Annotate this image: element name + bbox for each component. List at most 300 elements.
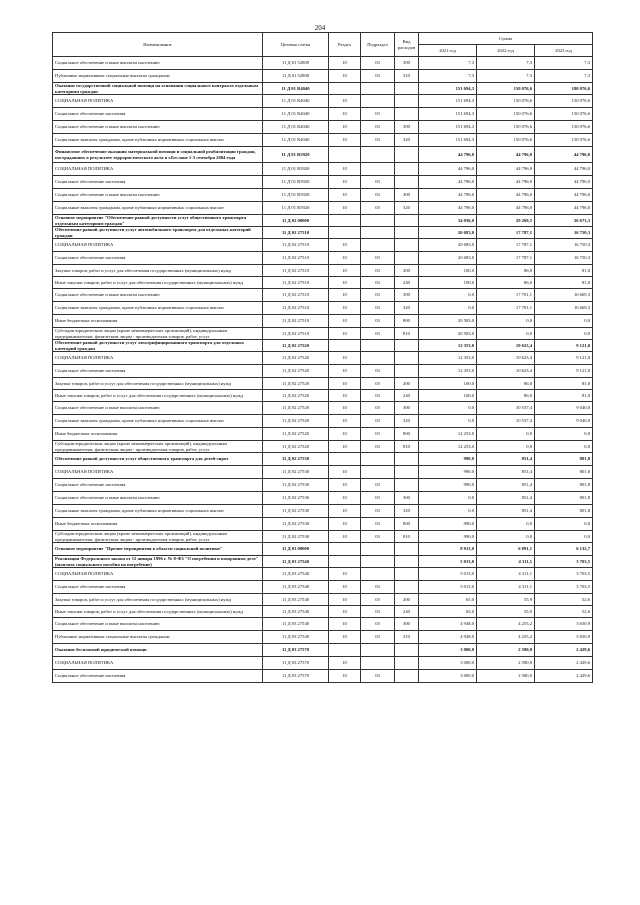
row-subsection: 03	[361, 189, 395, 202]
row-section: 10	[329, 428, 361, 441]
row-value-2021: 44 796,0	[419, 176, 477, 189]
row-expense-type	[395, 657, 419, 670]
row-value-2021: 12 353,0	[419, 365, 477, 378]
row-section: 10	[329, 518, 361, 531]
row-code: 11 Д 02 27530	[263, 505, 329, 518]
row-section: 10	[329, 402, 361, 415]
row-subsection: 03	[361, 108, 395, 121]
row-value-2023: 801,8	[535, 505, 593, 518]
table-row	[53, 189, 593, 202]
row-value-2023: 801,8	[535, 492, 593, 505]
row-value-2022: 4 255,2	[477, 618, 535, 631]
table-row	[53, 518, 593, 531]
row-name: Оказание государственной социальной помощи на основании социального контракта отдельным категориям граждан	[53, 83, 263, 95]
table-row	[53, 670, 593, 683]
row-value-2022: 851,4	[477, 466, 535, 479]
row-code: 11 Д 03 27540	[263, 631, 329, 644]
row-section: 10	[329, 289, 361, 302]
row-section: 10	[329, 95, 361, 108]
row-value-2023: 3 650,9	[535, 631, 593, 644]
row-value-2021: 20 583,0	[419, 315, 477, 328]
row-code: 11 Д 03 27540	[263, 568, 329, 581]
row-value-2023: 16 669,3	[535, 289, 593, 302]
row-value-2021: 65,0	[419, 606, 477, 618]
row-name: Социальное обеспечение и иные выплаты населению	[53, 289, 263, 302]
table-row	[53, 289, 593, 302]
row-section: 10	[329, 121, 361, 134]
row-section: 10	[329, 163, 361, 176]
row-section	[329, 543, 361, 556]
row-value-2021: 151 694,3	[419, 95, 477, 108]
row-name: Публичные нормативные социальные выплаты гражданам	[53, 70, 263, 83]
row-expense-type	[395, 252, 419, 265]
row-section: 10	[329, 466, 361, 479]
row-code: 11 Д 03 27540	[263, 594, 329, 606]
row-section: 10	[329, 415, 361, 428]
row-expense-type	[395, 453, 419, 466]
row-value-2023: 150 076,6	[535, 95, 593, 108]
row-value-2023: 3 650,9	[535, 618, 593, 631]
row-expense-type	[395, 176, 419, 189]
row-value-2023: 81,0	[535, 378, 593, 390]
row-value-2022: 851,4	[477, 492, 535, 505]
row-value-2023: 16 750,3	[535, 227, 593, 239]
row-value-2023: 44 796,0	[535, 176, 593, 189]
row-name: Основное мероприятие "Обеспечение равной доступности услуг общественного транспорта отдельным категориям граждан"	[53, 215, 263, 227]
table-row	[53, 215, 593, 227]
row-subsection: 03	[361, 505, 395, 518]
row-value-2023: 801,8	[535, 453, 593, 466]
row-expense-type: 300	[395, 402, 419, 415]
row-value-2021: 20 583,0	[419, 328, 477, 340]
row-subsection	[361, 340, 395, 352]
row-value-2023: 52,6	[535, 606, 593, 618]
header-sum: Сумма	[419, 33, 593, 45]
row-code: 11 Д 01 52800	[263, 70, 329, 83]
table-row	[53, 492, 593, 505]
row-value-2021: 34 036,0	[419, 215, 477, 227]
row-subsection	[361, 215, 395, 227]
row-subsection	[361, 227, 395, 239]
row-value-2021: 0,0	[419, 289, 477, 302]
row-value-2021: 990,0	[419, 466, 477, 479]
row-subsection	[361, 644, 395, 657]
row-value-2021: 4 948,0	[419, 618, 477, 631]
row-code: 11 Д 01 R4040	[263, 83, 329, 95]
table-row	[53, 428, 593, 441]
row-section: 10	[329, 441, 361, 453]
row-value-2023: 26 673,3	[535, 215, 593, 227]
row-code: 11 Д 01 R5920	[263, 163, 329, 176]
table-row	[53, 390, 593, 402]
table-row	[53, 202, 593, 215]
row-subsection: 03	[361, 378, 395, 390]
row-value-2023: 16 750,3	[535, 239, 593, 252]
row-value-2023: 0,0	[535, 518, 593, 531]
row-code: 11 Д 01 52800	[263, 57, 329, 70]
row-value-2021: 0,0	[419, 505, 477, 518]
row-name: Обеспечение равной доступности услуг автомобильного транспорта для отдельных категорий граждан	[53, 227, 263, 239]
table-row	[53, 531, 593, 543]
row-name: СОЦИАЛЬНАЯ ПОЛИТИКА	[53, 239, 263, 252]
row-value-2022: 0,0	[477, 328, 535, 340]
row-expense-type	[395, 215, 419, 227]
row-value-2021: 44 796,0	[419, 163, 477, 176]
row-code: 11 Д 02 27530	[263, 466, 329, 479]
row-section	[329, 215, 361, 227]
row-name: СОЦИАЛЬНАЯ ПОЛИТИКА	[53, 95, 263, 108]
table-row	[53, 415, 593, 428]
row-code: 11 Д 03 27570	[263, 670, 329, 683]
row-code: 11 Д 01 R5920	[263, 202, 329, 215]
table-row	[53, 252, 593, 265]
row-section: 10	[329, 531, 361, 543]
row-name: Социальное обеспечение и иные выплаты населению	[53, 189, 263, 202]
row-name: Социальное обеспечение населения	[53, 365, 263, 378]
row-value-2021: 5 013,0	[419, 568, 477, 581]
row-code: 11 Д 02 00000	[263, 215, 329, 227]
row-section: 10	[329, 505, 361, 518]
row-value-2021: 990,0	[419, 453, 477, 466]
row-subsection: 03	[361, 328, 395, 340]
row-section: 10	[329, 134, 361, 147]
table-row	[53, 239, 593, 252]
row-subsection	[361, 453, 395, 466]
row-value-2022: 17 787,1	[477, 227, 535, 239]
row-section: 10	[329, 606, 361, 618]
row-subsection: 03	[361, 479, 395, 492]
header-year-2021: 2021 год	[419, 45, 477, 57]
row-value-2023: 3 703,5	[535, 556, 593, 568]
page-number: 204	[314, 24, 326, 32]
row-name: Социальные выплаты гражданам, кроме публичных нормативных социальных выплат	[53, 302, 263, 315]
row-value-2023: 801,8	[535, 466, 593, 479]
row-value-2021: 100,0	[419, 378, 477, 390]
row-name: Иные бюджетные ассигнования	[53, 315, 263, 328]
table-row	[53, 315, 593, 328]
row-code: 11 Д 02 27520	[263, 340, 329, 352]
row-name: СОЦИАЛЬНАЯ ПОЛИТИКА	[53, 568, 263, 581]
row-subsection: 03	[361, 390, 395, 402]
row-expense-type: 310	[395, 70, 419, 83]
row-subsection	[361, 543, 395, 556]
row-value-2023: 180 076,6	[535, 83, 593, 95]
row-subsection: 03	[361, 670, 395, 683]
row-value-2022: 55,9	[477, 594, 535, 606]
row-expense-type: 810	[395, 531, 419, 543]
row-subsection	[361, 466, 395, 479]
row-code: 11 Д 02 27530	[263, 453, 329, 466]
row-subsection: 03	[361, 134, 395, 147]
row-expense-type	[395, 163, 419, 176]
table-row	[53, 543, 593, 556]
row-value-2021: 20 683,0	[419, 239, 477, 252]
row-expense-type	[395, 147, 419, 163]
row-code: 11 Д 01 R4040	[263, 121, 329, 134]
row-subsection: 03	[361, 492, 395, 505]
row-value-2023: 44 796,0	[535, 147, 593, 163]
row-subsection	[361, 657, 395, 670]
row-subsection: 03	[361, 531, 395, 543]
row-section: 10	[329, 57, 361, 70]
row-subsection	[361, 163, 395, 176]
row-value-2022: 44 796,0	[477, 176, 535, 189]
row-section: 10	[329, 378, 361, 390]
row-value-2022: 851,4	[477, 505, 535, 518]
table-body	[53, 57, 593, 683]
row-subsection: 03	[361, 581, 395, 594]
row-subsection: 03	[361, 277, 395, 289]
row-value-2021: 44 796,0	[419, 147, 477, 163]
row-value-2022: 0,0	[477, 531, 535, 543]
row-value-2022: 0,0	[477, 518, 535, 531]
row-subsection	[361, 352, 395, 365]
row-code: 11 Д 02 27520	[263, 365, 329, 378]
row-expense-type	[395, 543, 419, 556]
row-name: Реализация Федерального закона от 12 января 1996 г. № 8-ФЗ "О погребении и похоронном деле" (выплата социального пособия на погребение)	[53, 556, 263, 568]
row-code: 11 Д 01 R5920	[263, 176, 329, 189]
row-subsection: 03	[361, 606, 395, 618]
row-name: Субсидии юридическим лицам (кроме некоммерческих организаций), индивидуальным предпринимателям, физическим лицам - производителям товаров, работ, услуг	[53, 441, 263, 453]
row-value-2022: 10 623,4	[477, 365, 535, 378]
row-section: 10	[329, 252, 361, 265]
row-value-2021: 0,0	[419, 415, 477, 428]
row-subsection: 03	[361, 631, 395, 644]
row-value-2022: 7,3	[477, 70, 535, 83]
row-name: Социальное обеспечение населения	[53, 176, 263, 189]
row-name: Иные бюджетные ассигнования	[53, 518, 263, 531]
row-expense-type: 320	[395, 134, 419, 147]
table-row	[53, 134, 593, 147]
row-value-2022: 851,4	[477, 453, 535, 466]
row-code: 11 Д 01 R4040	[263, 95, 329, 108]
row-value-2021: 20 683,0	[419, 252, 477, 265]
row-expense-type	[395, 239, 419, 252]
row-value-2022: 4 311,1	[477, 581, 535, 594]
row-name: СОЦИАЛЬНАЯ ПОЛИТИКА	[53, 466, 263, 479]
table-row	[53, 352, 593, 365]
row-code: 11 Д 03 00000	[263, 543, 329, 556]
row-code: 11 Д 02 27510	[263, 252, 329, 265]
row-value-2021: 44 796,0	[419, 202, 477, 215]
row-expense-type: 310	[395, 631, 419, 644]
row-value-2021: 65,0	[419, 594, 477, 606]
table-row	[53, 466, 593, 479]
row-value-2021: 0,0	[419, 402, 477, 415]
row-value-2021: 100,0	[419, 265, 477, 277]
row-name: Обеспечение равной доступности услуг общественного транспорта для детей-сирот	[53, 453, 263, 466]
row-value-2022: 150 076,6	[477, 83, 535, 95]
row-expense-type: 300	[395, 492, 419, 505]
table-row	[53, 606, 593, 618]
row-expense-type: 320	[395, 415, 419, 428]
row-expense-type	[395, 556, 419, 568]
row-value-2023: 7,3	[535, 57, 593, 70]
row-expense-type	[395, 644, 419, 657]
row-value-2023: 0,0	[535, 441, 593, 453]
row-value-2023: 3 703,5	[535, 581, 593, 594]
row-section: 10	[329, 239, 361, 252]
row-section	[329, 340, 361, 352]
row-name: Социальное обеспечение населения	[53, 479, 263, 492]
row-value-2023: 16 750,3	[535, 252, 593, 265]
table-row	[53, 378, 593, 390]
row-value-2023: 9 121,0	[535, 352, 593, 365]
table-row	[53, 568, 593, 581]
row-expense-type: 320	[395, 505, 419, 518]
row-section: 10	[329, 189, 361, 202]
row-value-2023: 0,0	[535, 428, 593, 441]
row-expense-type: 300	[395, 289, 419, 302]
row-value-2023: 44 796,0	[535, 163, 593, 176]
row-value-2022: 150 076,6	[477, 108, 535, 121]
row-value-2022: 4 311,1	[477, 556, 535, 568]
row-value-2021: 0,0	[419, 492, 477, 505]
row-section: 10	[329, 202, 361, 215]
header-year-2022: 2022 год	[477, 45, 535, 57]
row-section: 10	[329, 176, 361, 189]
row-section	[329, 227, 361, 239]
row-value-2021: 990,0	[419, 479, 477, 492]
row-value-2021: 990,0	[419, 518, 477, 531]
row-value-2021: 7,3	[419, 57, 477, 70]
row-code: 11 Д 02 27510	[263, 328, 329, 340]
row-name: Социальное обеспечение и иные выплаты населению	[53, 618, 263, 631]
row-name: Субсидии юридическим лицам (кроме некоммерческих организаций), индивидуальным предпринимателям, физическим лицам - производителям товаров, работ, услуг	[53, 328, 263, 340]
row-value-2023: 7,3	[535, 70, 593, 83]
row-value-2022: 55,9	[477, 606, 535, 618]
row-value-2022: 0,0	[477, 315, 535, 328]
row-value-2022: 10 623,4	[477, 340, 535, 352]
header-code: Целевая статья	[263, 33, 329, 57]
row-section: 10	[329, 277, 361, 289]
row-value-2021: 151 694,3	[419, 134, 477, 147]
row-code: 11 Д 01 R5920	[263, 189, 329, 202]
row-value-2022: 150 076,6	[477, 134, 535, 147]
row-expense-type: 800	[395, 428, 419, 441]
row-code: 11 Д 02 27510	[263, 302, 329, 315]
row-expense-type: 320	[395, 302, 419, 315]
row-value-2021: 151 694,3	[419, 83, 477, 95]
row-subsection: 03	[361, 315, 395, 328]
row-name: Публичные нормативные социальные выплаты гражданам	[53, 631, 263, 644]
row-value-2021: 4 948,0	[419, 631, 477, 644]
row-code: 11 Д 03 27540	[263, 606, 329, 618]
row-name: Иные закупки товаров, работ и услуг для обеспечения государственных (муниципальных) нужд	[53, 390, 263, 402]
row-subsection: 03	[361, 265, 395, 277]
row-expense-type	[395, 340, 419, 352]
row-subsection: 03	[361, 70, 395, 83]
row-value-2022: 7,3	[477, 57, 535, 70]
header-year-2023: 2023 год	[535, 45, 593, 57]
row-value-2021: 990,0	[419, 531, 477, 543]
row-expense-type	[395, 568, 419, 581]
row-name: Закупка товаров, работ и услуг для обеспечения государственных (муниципальных) нужд	[53, 378, 263, 390]
header-expense-type: Вид расходов	[395, 33, 419, 57]
row-expense-type	[395, 352, 419, 365]
row-section	[329, 644, 361, 657]
row-code: 11 Д 02 27510	[263, 239, 329, 252]
row-section	[329, 83, 361, 95]
table-row	[53, 657, 593, 670]
row-value-2022: 6 891,1	[477, 543, 535, 556]
row-value-2023: 16 669,3	[535, 302, 593, 315]
row-value-2022: 29 269,5	[477, 215, 535, 227]
row-name: Социальное обеспечение населения	[53, 108, 263, 121]
row-section: 10	[329, 594, 361, 606]
row-value-2022: 4 311,1	[477, 568, 535, 581]
row-value-2023: 81,0	[535, 265, 593, 277]
row-subsection	[361, 147, 395, 163]
row-value-2022: 44 796,0	[477, 147, 535, 163]
row-value-2021: 12 353,0	[419, 340, 477, 352]
table-row	[53, 365, 593, 378]
row-expense-type: 240	[395, 606, 419, 618]
table-row	[53, 265, 593, 277]
table-row	[53, 147, 593, 163]
row-expense-type: 300	[395, 121, 419, 134]
row-name: Иные закупки товаров, работ и услуг для обеспечения государственных (муниципальных) нужд	[53, 606, 263, 618]
row-value-2023: 150 076,6	[535, 134, 593, 147]
table-row	[53, 441, 593, 453]
table-row	[53, 121, 593, 134]
row-expense-type: 800	[395, 518, 419, 531]
row-section: 10	[329, 618, 361, 631]
row-name: Социальные выплаты гражданам, кроме публичных нормативных социальных выплат	[53, 505, 263, 518]
table-header	[53, 33, 593, 57]
row-code: 11 Д 03 27540	[263, 618, 329, 631]
row-code: 11 Д 02 27510	[263, 315, 329, 328]
table-row	[53, 227, 593, 239]
row-subsection	[361, 568, 395, 581]
row-name: Основное мероприятие "Прочие мероприятия в области социальной политики"	[53, 543, 263, 556]
row-value-2023: 44 796,0	[535, 202, 593, 215]
row-value-2022: 150 076,6	[477, 121, 535, 134]
table-row	[53, 163, 593, 176]
row-section: 10	[329, 315, 361, 328]
row-value-2023: 81,0	[535, 390, 593, 402]
row-expense-type	[395, 670, 419, 683]
row-value-2021: 8 013,0	[419, 543, 477, 556]
table-row	[53, 618, 593, 631]
row-expense-type: 240	[395, 390, 419, 402]
row-code: 11 Д 02 27530	[263, 479, 329, 492]
row-value-2021: 151 694,3	[419, 108, 477, 121]
row-code: 11 Д 02 27520	[263, 390, 329, 402]
row-name: Закупка товаров, работ и услуг для обеспечения государственных (муниципальных) нужд	[53, 265, 263, 277]
row-value-2023: 9 040,0	[535, 402, 593, 415]
row-subsection: 03	[361, 441, 395, 453]
table-row	[53, 95, 593, 108]
row-section: 10	[329, 265, 361, 277]
row-subsection: 03	[361, 302, 395, 315]
row-value-2021: 151 694,3	[419, 121, 477, 134]
row-code: 11 Д 01 R4040	[263, 134, 329, 147]
row-name: СОЦИАЛЬНАЯ ПОЛИТИКА	[53, 657, 263, 670]
row-value-2023: 6 132,7	[535, 543, 593, 556]
row-value-2022: 4 255,2	[477, 631, 535, 644]
row-value-2022: 86,0	[477, 277, 535, 289]
row-section: 10	[329, 479, 361, 492]
row-expense-type	[395, 365, 419, 378]
row-subsection: 03	[361, 176, 395, 189]
row-value-2022: 10 623,4	[477, 352, 535, 365]
row-value-2023: 9 040,0	[535, 415, 593, 428]
row-section	[329, 556, 361, 568]
row-value-2021: 100,0	[419, 390, 477, 402]
row-value-2021: 0,0	[419, 302, 477, 315]
row-code: 11 Д 01 R4040	[263, 108, 329, 121]
